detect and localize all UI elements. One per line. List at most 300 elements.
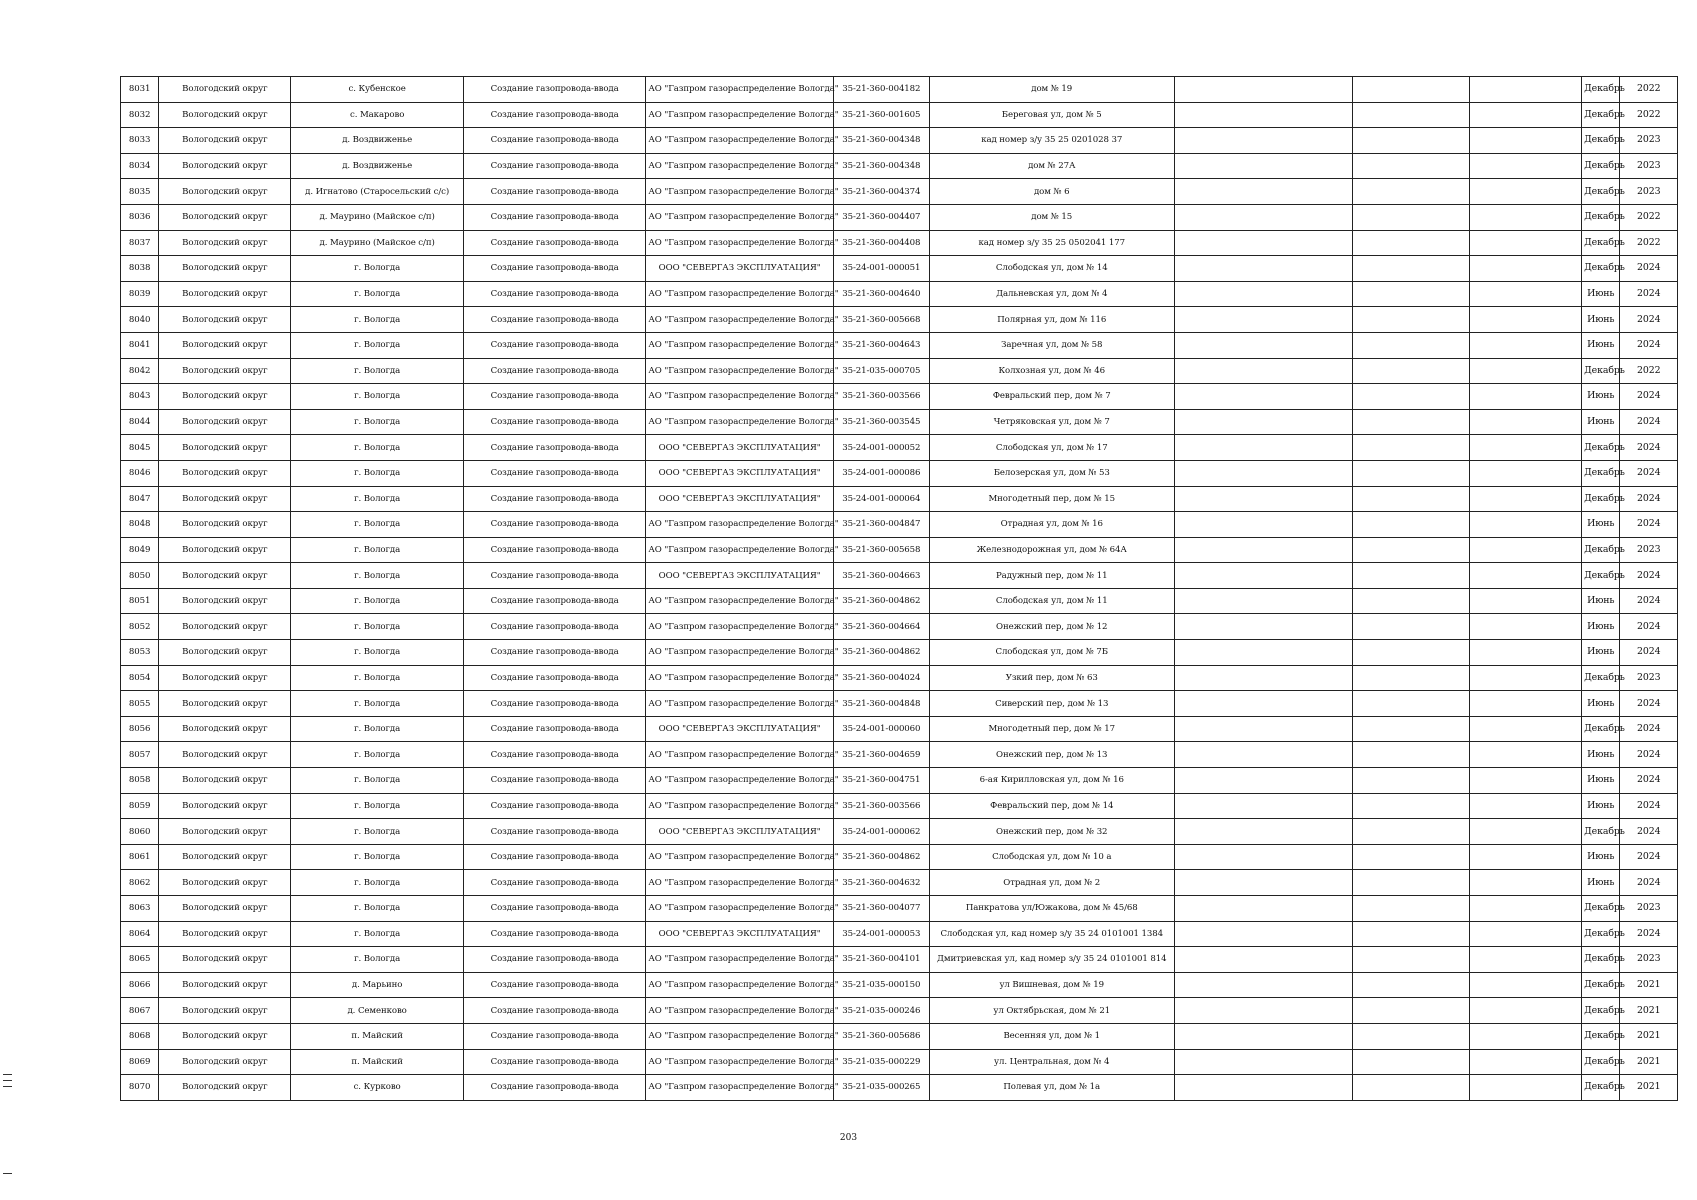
table-row <box>121 742 1678 768</box>
cell-operator: АО "Газпром газораспределение Вологда" <box>646 1023 834 1049</box>
margin-mark <box>3 1086 12 1087</box>
cell-empty <box>1470 819 1582 845</box>
cell-empty <box>1470 588 1582 614</box>
cell-empty <box>1470 844 1582 870</box>
cell-empty <box>1353 1075 1470 1101</box>
table-row <box>121 460 1678 486</box>
cell-object-code: 35-21-360-004640 <box>833 281 929 307</box>
cell-empty <box>1470 665 1582 691</box>
cell-number: 8035 <box>121 179 159 205</box>
cell-address: ул. Центральная, дом № 4 <box>929 1049 1174 1075</box>
cell-address: Железнодорожная ул, дом № 64А <box>929 537 1174 563</box>
cell-locality: г. Вологда <box>291 640 463 666</box>
cell-empty <box>1174 640 1352 666</box>
cell-year: 2022 <box>1620 358 1678 384</box>
cell-year: 2021 <box>1620 1049 1678 1075</box>
cell-locality: г. Вологда <box>291 819 463 845</box>
cell-month: Декабрь <box>1582 947 1620 973</box>
cell-object-code: 35-21-360-004847 <box>833 512 929 538</box>
cell-object-code: 35-21-360-004862 <box>833 640 929 666</box>
cell-year: 2023 <box>1620 128 1678 154</box>
cell-empty <box>1174 460 1352 486</box>
cell-empty <box>1353 768 1470 794</box>
cell-year: 2022 <box>1620 230 1678 256</box>
cell-year: 2024 <box>1620 256 1678 282</box>
cell-operator: ООО "СЕВЕРГАЗ ЭКСПЛУАТАЦИЯ" <box>646 563 834 589</box>
cell-work-type: Создание газопровода-ввода <box>463 409 646 435</box>
cell-number: 8057 <box>121 742 159 768</box>
table-row <box>121 179 1678 205</box>
cell-empty <box>1470 256 1582 282</box>
cell-number: 8070 <box>121 1075 159 1101</box>
cell-operator: АО "Газпром газораспределение Вологда" <box>646 768 834 794</box>
cell-work-type: Создание газопровода-ввода <box>463 307 646 333</box>
cell-district: Вологодский округ <box>159 844 291 870</box>
cell-object-code: 35-21-360-004182 <box>833 77 929 103</box>
cell-number: 8032 <box>121 102 159 128</box>
cell-month: Декабрь <box>1582 896 1620 922</box>
cell-work-type: Создание газопровода-ввода <box>463 819 646 845</box>
cell-month: Июнь <box>1582 870 1620 896</box>
cell-year: 2023 <box>1620 537 1678 563</box>
cell-operator: АО "Газпром газораспределение Вологда" <box>646 742 834 768</box>
cell-address: Колхозная ул, дом № 46 <box>929 358 1174 384</box>
cell-empty <box>1174 204 1352 230</box>
cell-empty <box>1174 384 1352 410</box>
cell-year: 2021 <box>1620 1075 1678 1101</box>
cell-empty <box>1174 435 1352 461</box>
cell-object-code: 35-24-001-000051 <box>833 256 929 282</box>
cell-locality: г. Вологда <box>291 537 463 563</box>
cell-month: Декабрь <box>1582 972 1620 998</box>
cell-work-type: Создание газопровода-ввода <box>463 204 646 230</box>
cell-locality: г. Вологда <box>291 307 463 333</box>
cell-object-code: 35-21-360-004408 <box>833 230 929 256</box>
cell-object-code: 35-21-360-004643 <box>833 332 929 358</box>
cell-object-code: 35-21-360-004862 <box>833 844 929 870</box>
cell-work-type: Создание газопровода-ввода <box>463 998 646 1024</box>
cell-year: 2024 <box>1620 486 1678 512</box>
cell-empty <box>1470 1049 1582 1075</box>
cell-operator: АО "Газпром газораспределение Вологда" <box>646 614 834 640</box>
table-row <box>121 665 1678 691</box>
cell-year: 2024 <box>1620 588 1678 614</box>
table-row <box>121 102 1678 128</box>
cell-empty <box>1353 716 1470 742</box>
margin-mark <box>3 1074 12 1075</box>
cell-empty <box>1174 1049 1352 1075</box>
cell-work-type: Создание газопровода-ввода <box>463 563 646 589</box>
cell-month: Июнь <box>1582 614 1620 640</box>
cell-empty <box>1470 1075 1582 1101</box>
cell-locality: д. Маурино (Майское с/п) <box>291 230 463 256</box>
cell-operator: АО "Газпром газораспределение Вологда" <box>646 204 834 230</box>
cell-work-type: Создание газопровода-ввода <box>463 588 646 614</box>
cell-number: 8045 <box>121 435 159 461</box>
cell-empty <box>1470 563 1582 589</box>
cell-month: Декабрь <box>1582 998 1620 1024</box>
cell-locality: г. Вологда <box>291 563 463 589</box>
cell-object-code: 35-21-360-004407 <box>833 204 929 230</box>
cell-work-type: Создание газопровода-ввода <box>463 768 646 794</box>
cell-year: 2023 <box>1620 947 1678 973</box>
cell-number: 8065 <box>121 947 159 973</box>
cell-locality: г. Вологда <box>291 665 463 691</box>
cell-empty <box>1470 435 1582 461</box>
cell-work-type: Создание газопровода-ввода <box>463 179 646 205</box>
cell-address: дом № 27А <box>929 153 1174 179</box>
cell-locality: г. Вологда <box>291 716 463 742</box>
cell-number: 8049 <box>121 537 159 563</box>
cell-district: Вологодский округ <box>159 537 291 563</box>
cell-empty <box>1353 870 1470 896</box>
cell-address: дом № 19 <box>929 77 1174 103</box>
cell-number: 8063 <box>121 896 159 922</box>
cell-empty <box>1174 102 1352 128</box>
cell-locality: г. Вологда <box>291 947 463 973</box>
table-row <box>121 409 1678 435</box>
table-row <box>121 870 1678 896</box>
cell-locality: г. Вологда <box>291 870 463 896</box>
cell-month: Июнь <box>1582 844 1620 870</box>
cell-empty <box>1353 563 1470 589</box>
table-row <box>121 128 1678 154</box>
cell-object-code: 35-24-001-000064 <box>833 486 929 512</box>
cell-operator: АО "Газпром газораспределение Вологда" <box>646 1075 834 1101</box>
cell-year: 2024 <box>1620 614 1678 640</box>
cell-object-code: 35-21-360-004632 <box>833 870 929 896</box>
cell-number: 8036 <box>121 204 159 230</box>
cell-operator: АО "Газпром газораспределение Вологда" <box>646 537 834 563</box>
cell-work-type: Создание газопровода-ввода <box>463 102 646 128</box>
cell-district: Вологодский округ <box>159 691 291 717</box>
cell-month: Декабрь <box>1582 1049 1620 1075</box>
cell-number: 8050 <box>121 563 159 589</box>
table-row <box>121 512 1678 538</box>
cell-address: Дальневская ул, дом № 4 <box>929 281 1174 307</box>
cell-work-type: Создание газопровода-ввода <box>463 1049 646 1075</box>
cell-empty <box>1174 870 1352 896</box>
cell-month: Июнь <box>1582 691 1620 717</box>
cell-month: Июнь <box>1582 307 1620 333</box>
cell-empty <box>1174 588 1352 614</box>
cell-address: Дмитриевская ул, кад номер з/у 35 24 0101001 814 <box>929 947 1174 973</box>
cell-operator: АО "Газпром газораспределение Вологда" <box>646 691 834 717</box>
cell-month: Июнь <box>1582 793 1620 819</box>
cell-address: Февральский пер, дом № 14 <box>929 793 1174 819</box>
cell-empty <box>1470 768 1582 794</box>
cell-empty <box>1470 179 1582 205</box>
cell-operator: АО "Газпром газораспределение Вологда" <box>646 998 834 1024</box>
cell-month: Декабрь <box>1582 1023 1620 1049</box>
cell-empty <box>1353 691 1470 717</box>
cell-address: Четряковская ул, дом № 7 <box>929 409 1174 435</box>
cell-month: Декабрь <box>1582 128 1620 154</box>
cell-address: Слободская ул, кад номер з/у 35 24 0101001 1384 <box>929 921 1174 947</box>
cell-work-type: Создание газопровода-ввода <box>463 972 646 998</box>
cell-district: Вологодский округ <box>159 1023 291 1049</box>
table-row <box>121 921 1678 947</box>
cell-operator: ООО "СЕВЕРГАЗ ЭКСПЛУАТАЦИЯ" <box>646 256 834 282</box>
cell-empty <box>1353 844 1470 870</box>
cell-empty <box>1470 716 1582 742</box>
cell-number: 8034 <box>121 153 159 179</box>
cell-empty <box>1174 844 1352 870</box>
cell-object-code: 35-21-035-000229 <box>833 1049 929 1075</box>
cell-empty <box>1174 691 1352 717</box>
cell-object-code: 35-21-360-004848 <box>833 691 929 717</box>
cell-district: Вологодский округ <box>159 486 291 512</box>
cell-empty <box>1174 358 1352 384</box>
cell-operator: АО "Газпром газораспределение Вологда" <box>646 972 834 998</box>
cell-district: Вологодский округ <box>159 332 291 358</box>
cell-empty <box>1174 1023 1352 1049</box>
cell-object-code: 35-21-035-000265 <box>833 1075 929 1101</box>
cell-object-code: 35-21-360-005668 <box>833 307 929 333</box>
cell-locality: г. Вологда <box>291 409 463 435</box>
cell-empty <box>1470 640 1582 666</box>
cell-object-code: 35-21-360-004077 <box>833 896 929 922</box>
cell-month: Декабрь <box>1582 204 1620 230</box>
cell-empty <box>1174 128 1352 154</box>
cell-operator: ООО "СЕВЕРГАЗ ЭКСПЛУАТАЦИЯ" <box>646 819 834 845</box>
cell-work-type: Создание газопровода-ввода <box>463 486 646 512</box>
cell-year: 2024 <box>1620 640 1678 666</box>
cell-district: Вологодский округ <box>159 563 291 589</box>
table-row <box>121 204 1678 230</box>
cell-number: 8039 <box>121 281 159 307</box>
cell-work-type: Создание газопровода-ввода <box>463 1023 646 1049</box>
cell-address: Полярная ул, дом № 116 <box>929 307 1174 333</box>
table-row <box>121 307 1678 333</box>
cell-empty <box>1353 614 1470 640</box>
cell-operator: АО "Газпром газораспределение Вологда" <box>646 358 834 384</box>
cell-empty <box>1174 281 1352 307</box>
table-row <box>121 947 1678 973</box>
cell-empty <box>1353 409 1470 435</box>
cell-empty <box>1353 358 1470 384</box>
cell-empty <box>1174 998 1352 1024</box>
cell-work-type: Создание газопровода-ввода <box>463 614 646 640</box>
cell-empty <box>1174 153 1352 179</box>
cell-empty <box>1353 588 1470 614</box>
cell-year: 2024 <box>1620 384 1678 410</box>
cell-number: 8066 <box>121 972 159 998</box>
cell-district: Вологодский округ <box>159 128 291 154</box>
cell-empty <box>1174 332 1352 358</box>
cell-work-type: Создание газопровода-ввода <box>463 1075 646 1101</box>
cell-number: 8033 <box>121 128 159 154</box>
cell-district: Вологодский округ <box>159 409 291 435</box>
cell-district: Вологодский округ <box>159 768 291 794</box>
cell-empty <box>1470 204 1582 230</box>
cell-locality: г. Вологда <box>291 896 463 922</box>
cell-empty <box>1470 742 1582 768</box>
cell-month: Июнь <box>1582 332 1620 358</box>
cell-address: ул Вишневая, дом № 19 <box>929 972 1174 998</box>
cell-empty <box>1470 537 1582 563</box>
cell-object-code: 35-21-360-003566 <box>833 793 929 819</box>
cell-empty <box>1174 1075 1352 1101</box>
cell-locality: г. Вологда <box>291 512 463 538</box>
cell-empty <box>1353 998 1470 1024</box>
cell-operator: АО "Газпром газораспределение Вологда" <box>646 128 834 154</box>
cell-empty <box>1174 563 1352 589</box>
cell-empty <box>1353 665 1470 691</box>
cell-operator: АО "Газпром газораспределение Вологда" <box>646 230 834 256</box>
cell-district: Вологодский округ <box>159 230 291 256</box>
cell-work-type: Создание газопровода-ввода <box>463 537 646 563</box>
cell-empty <box>1174 742 1352 768</box>
cell-district: Вологодский округ <box>159 179 291 205</box>
cell-district: Вологодский округ <box>159 640 291 666</box>
cell-district: Вологодский округ <box>159 819 291 845</box>
cell-locality: г. Вологда <box>291 384 463 410</box>
cell-month: Июнь <box>1582 742 1620 768</box>
cell-district: Вологодский округ <box>159 256 291 282</box>
cell-operator: АО "Газпром газораспределение Вологда" <box>646 896 834 922</box>
table-row <box>121 1049 1678 1075</box>
cell-operator: АО "Газпром газораспределение Вологда" <box>646 1049 834 1075</box>
cell-year: 2023 <box>1620 153 1678 179</box>
cell-empty <box>1470 947 1582 973</box>
cell-locality: д. Игнатово (Старосельский с/с) <box>291 179 463 205</box>
cell-empty <box>1353 230 1470 256</box>
cell-empty <box>1174 256 1352 282</box>
cell-empty <box>1353 179 1470 205</box>
table-body <box>121 77 1678 1101</box>
table-row <box>121 332 1678 358</box>
cell-number: 8047 <box>121 486 159 512</box>
cell-district: Вологодский округ <box>159 998 291 1024</box>
cell-locality: д. Маурино (Майское с/п) <box>291 204 463 230</box>
cell-number: 8058 <box>121 768 159 794</box>
cell-address: 6-ая Кирилловская ул, дом № 16 <box>929 768 1174 794</box>
cell-empty <box>1174 947 1352 973</box>
cell-number: 8062 <box>121 870 159 896</box>
cell-month: Июнь <box>1582 640 1620 666</box>
cell-empty <box>1174 179 1352 205</box>
cell-locality: г. Вологда <box>291 768 463 794</box>
cell-work-type: Создание газопровода-ввода <box>463 460 646 486</box>
cell-empty <box>1353 256 1470 282</box>
cell-locality: д. Марьино <box>291 972 463 998</box>
cell-empty <box>1174 614 1352 640</box>
table-row <box>121 281 1678 307</box>
cell-year: 2024 <box>1620 742 1678 768</box>
cell-number: 8037 <box>121 230 159 256</box>
cell-empty <box>1353 204 1470 230</box>
cell-month: Июнь <box>1582 384 1620 410</box>
cell-empty <box>1470 332 1582 358</box>
table-row <box>121 1023 1678 1049</box>
cell-year: 2021 <box>1620 972 1678 998</box>
cell-year: 2024 <box>1620 409 1678 435</box>
cell-empty <box>1353 332 1470 358</box>
cell-locality: г. Вологда <box>291 281 463 307</box>
cell-year: 2024 <box>1620 870 1678 896</box>
cell-number: 8041 <box>121 332 159 358</box>
cell-month: Июнь <box>1582 768 1620 794</box>
cell-operator: АО "Газпром газораспределение Вологда" <box>646 307 834 333</box>
cell-district: Вологодский округ <box>159 742 291 768</box>
cell-operator: АО "Газпром газораспределение Вологда" <box>646 793 834 819</box>
cell-empty <box>1470 870 1582 896</box>
cell-locality: д. Воздвиженье <box>291 153 463 179</box>
table-row <box>121 384 1678 410</box>
table-row <box>121 896 1678 922</box>
cell-locality: г. Вологда <box>291 921 463 947</box>
cell-empty <box>1470 972 1582 998</box>
cell-district: Вологодский округ <box>159 460 291 486</box>
cell-number: 8068 <box>121 1023 159 1049</box>
cell-operator: АО "Газпром газораспределение Вологда" <box>646 332 834 358</box>
cell-number: 8038 <box>121 256 159 282</box>
cell-empty <box>1174 972 1352 998</box>
cell-empty <box>1174 77 1352 103</box>
cell-year: 2024 <box>1620 307 1678 333</box>
table-row <box>121 153 1678 179</box>
cell-object-code: 35-24-001-000060 <box>833 716 929 742</box>
cell-empty <box>1353 640 1470 666</box>
cell-locality: г. Вологда <box>291 332 463 358</box>
cell-operator: АО "Газпром газораспределение Вологда" <box>646 947 834 973</box>
cell-operator: ООО "СЕВЕРГАЗ ЭКСПЛУАТАЦИЯ" <box>646 486 834 512</box>
cell-empty <box>1470 691 1582 717</box>
cell-district: Вологодский округ <box>159 870 291 896</box>
cell-year: 2023 <box>1620 179 1678 205</box>
table-row <box>121 77 1678 103</box>
cell-work-type: Создание газопровода-ввода <box>463 947 646 973</box>
cell-month: Декабрь <box>1582 230 1620 256</box>
cell-address: Онежский пер, дом № 13 <box>929 742 1174 768</box>
cell-work-type: Создание газопровода-ввода <box>463 230 646 256</box>
table-row <box>121 793 1678 819</box>
cell-locality: д. Семенково <box>291 998 463 1024</box>
cell-address: Радужный пер, дом № 11 <box>929 563 1174 589</box>
cell-locality: г. Вологда <box>291 793 463 819</box>
cell-object-code: 35-24-001-000062 <box>833 819 929 845</box>
cell-year: 2024 <box>1620 563 1678 589</box>
cell-district: Вологодский округ <box>159 793 291 819</box>
cell-year: 2024 <box>1620 435 1678 461</box>
table-row <box>121 1075 1678 1101</box>
cell-operator: АО "Газпром газораспределение Вологда" <box>646 844 834 870</box>
cell-district: Вологодский округ <box>159 972 291 998</box>
cell-operator: АО "Газпром газораспределение Вологда" <box>646 153 834 179</box>
cell-address: Слободская ул, дом № 7Б <box>929 640 1174 666</box>
cell-empty <box>1353 793 1470 819</box>
cell-month: Декабрь <box>1582 358 1620 384</box>
cell-district: Вологодский округ <box>159 102 291 128</box>
cell-object-code: 35-21-360-005686 <box>833 1023 929 1049</box>
table-row <box>121 230 1678 256</box>
cell-object-code: 35-21-360-004024 <box>833 665 929 691</box>
cell-empty <box>1353 512 1470 538</box>
table-row <box>121 435 1678 461</box>
cell-locality: п. Майский <box>291 1049 463 1075</box>
cell-work-type: Создание газопровода-ввода <box>463 128 646 154</box>
cell-year: 2024 <box>1620 460 1678 486</box>
cell-operator: АО "Газпром газораспределение Вологда" <box>646 179 834 205</box>
cell-address: ул Октябрьская, дом № 21 <box>929 998 1174 1024</box>
cell-operator: АО "Газпром газораспределение Вологда" <box>646 102 834 128</box>
cell-empty <box>1470 230 1582 256</box>
cell-district: Вологодский округ <box>159 358 291 384</box>
cell-year: 2024 <box>1620 281 1678 307</box>
cell-object-code: 35-21-360-003545 <box>833 409 929 435</box>
cell-district: Вологодский округ <box>159 896 291 922</box>
